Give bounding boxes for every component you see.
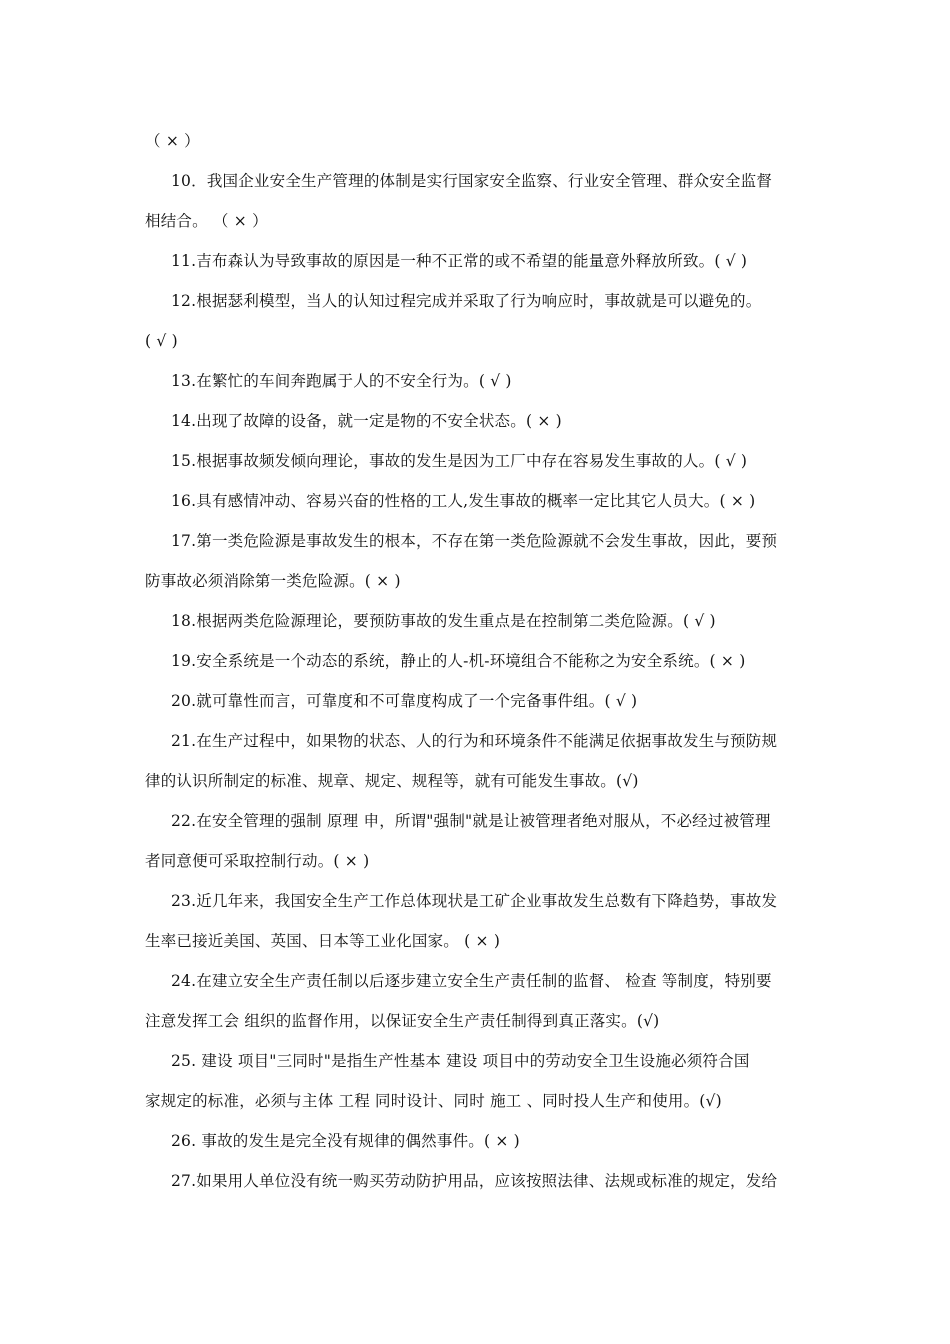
text-line: 相结合。 （ × ） (145, 212, 268, 230)
text-line: 15.根据事故频发倾向理论，事故的发生是因为工厂中存在容易发生事故的人。( √ ) (171, 452, 748, 470)
text-line: 11.吉布森认为导致事故的原因是一种不正常的或不希望的能量意外释放所致。( √ ) (171, 252, 748, 270)
text-line: 家规定的标准，必须与主体 工程 同时设计、同时 施工 、同时投人生产和使用。(√) (145, 1092, 722, 1110)
text-line: 23.近几年来，我国安全生产工作总体现状是工矿企业事故发生总数有下降趋势，事故发 (171, 892, 778, 910)
text-line: 27.如果用人单位没有统一购买劳动防护用品，应该按照法律、法规或标准的规定，发给 (171, 1172, 778, 1190)
text-line: 20.就可靠性而言，可靠度和不可靠度构成了一个完备事件组。( √ ) (171, 692, 638, 710)
text-line: 17.第一类危险源是事故发生的根本，不存在第一类危险源就不会发生事故，因此，要预 (171, 532, 778, 550)
text-line: 者同意便可采取控制行动。( × ) (145, 852, 370, 870)
text-line: 26. 事故的发生是完全没有规律的偶然事件。( × ) (171, 1132, 520, 1150)
text-line: 10．我国企业安全生产管理的体制是实行国家安全监察、行业安全管理、群众安全监督 (171, 172, 773, 190)
text-line: 律的认识所制定的标准、规章、规定、规程等，就有可能发生事故。(√) (145, 772, 639, 790)
text-line: 25. 建设 项目"三同时"是指生产性基本 建设 项目中的劳动安全卫生设施必须符合国 (171, 1052, 750, 1070)
text-line: 24.在建立安全生产责任制以后逐步建立安全生产责任制的监督、 检查 等制度，特别要 (171, 972, 772, 990)
text-line: 16.具有感情冲动、容易兴奋的性格的工人,发生事故的概率一定比其它人员大。( × ) (171, 492, 756, 510)
text-line: 21.在生产过程中，如果物的状态、人的行为和环境条件不能满足依据事故发生与预防规 (171, 732, 778, 750)
text-line: 防事故必须消除第一类危险源。( × ) (145, 572, 401, 590)
text-line: 12.根据瑟利模型，当人的认知过程完成并采取了行为响应时，事故就是可以避免的。 (171, 292, 762, 310)
text-line: 生率已接近美国、英国、日本等工业化国家。 ( × ) (145, 932, 501, 950)
text-line: 13.在繁忙的车间奔跑属于人的不安全行为。( √ ) (171, 372, 512, 390)
text-line: 14.出现了故障的设备，就一定是物的不安全状态。( × ) (171, 412, 562, 430)
text-line: （ × ） (145, 132, 200, 150)
text-line: 18.根据两类危险源理论，要预防事故的发生重点是在控制第二类危险源。( √ ) (171, 612, 716, 630)
text-line: 注意发挥工会 组织的监督作用，以保证安全生产责任制得到真正落实。(√) (145, 1012, 660, 1030)
text-line: 19.安全系统是一个动态的系统，静止的人-机-环境组合不能称之为安全系统。( × ) (171, 652, 746, 670)
text-line: 22.在安全管理的强制 原理 申，所谓"强制"就是让被管理者绝对服从，不必经过被管理 (171, 812, 771, 830)
text-line: ( √ ) (145, 332, 178, 350)
